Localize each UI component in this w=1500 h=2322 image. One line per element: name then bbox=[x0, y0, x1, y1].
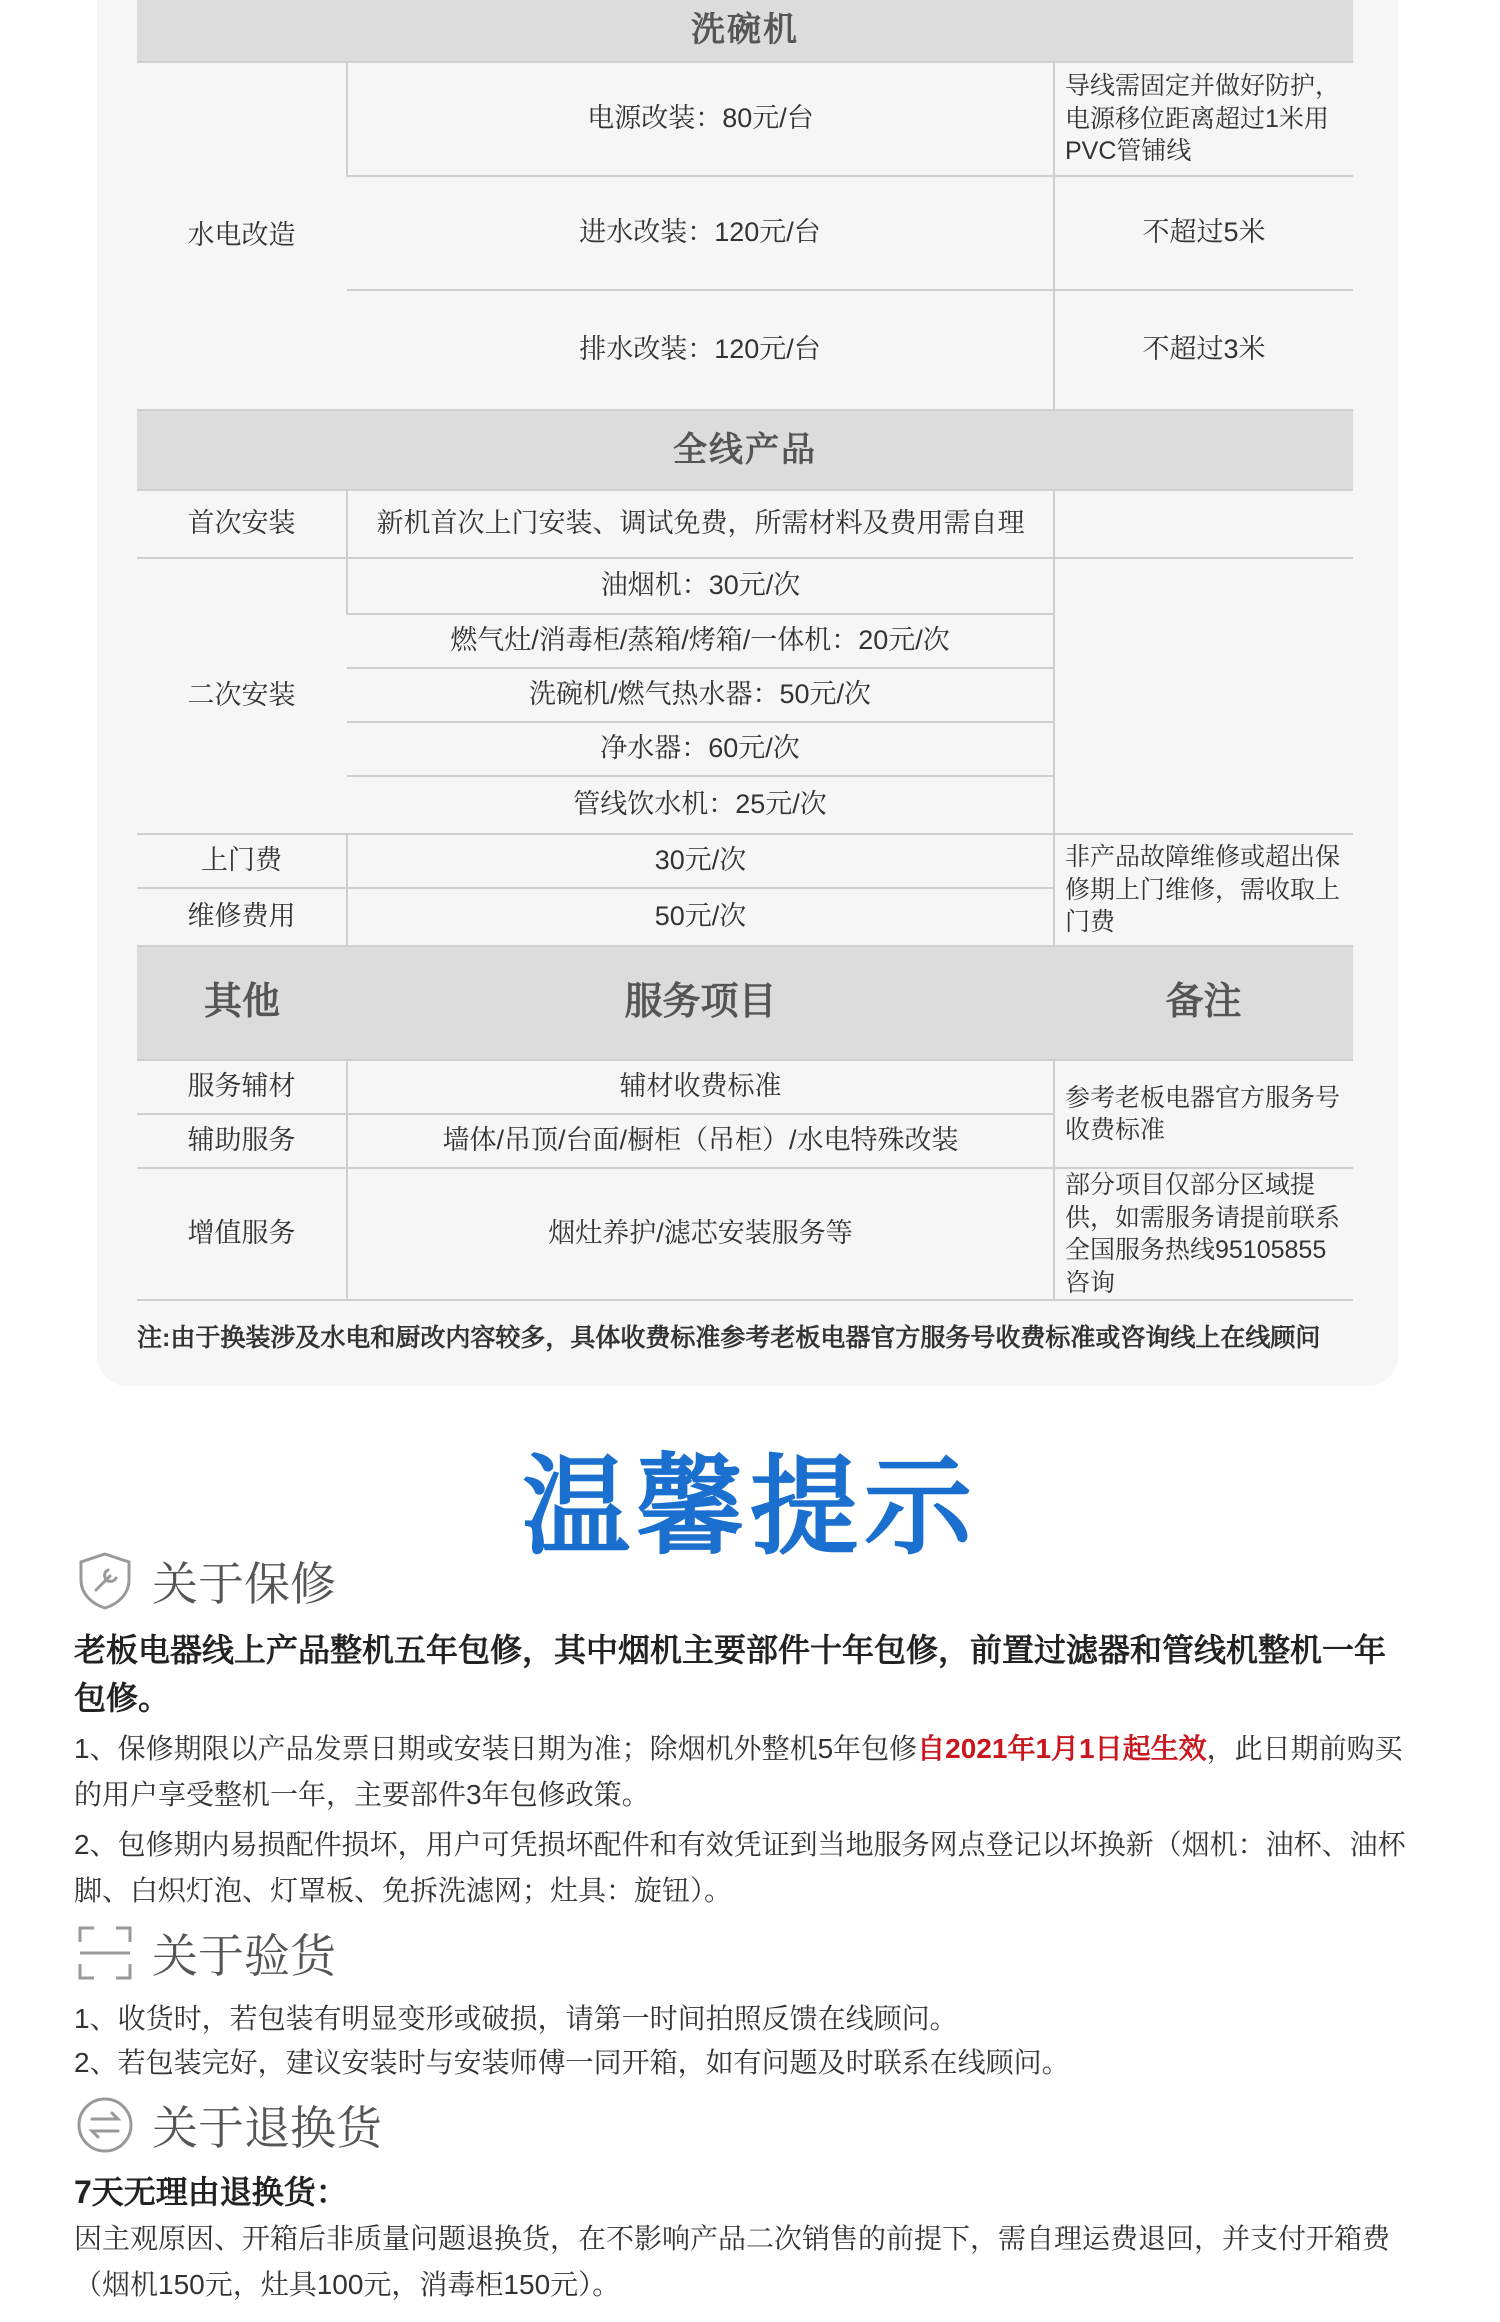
warranty-p1-a: 1、保修期限以产品发票日期或安装日期为准；除烟机外整机5年包修 bbox=[74, 1733, 918, 1764]
inspection-heading-text: 关于验货 bbox=[152, 1930, 336, 1982]
water-elec-note: 不超过3米 bbox=[1054, 290, 1353, 410]
warranty-p1-b: ，此日期前购买的用户享受整机一年，主要部件3年包修政策。 bbox=[74, 1733, 1403, 1810]
tips-title: 温馨提示 bbox=[521, 1446, 978, 1567]
warranty-heading-text: 关于保修 bbox=[152, 1558, 336, 1610]
inspection-p1: 1、收货时，若包装有明显变形或破损，请第一时间拍照反馈在线顾问。 bbox=[74, 2003, 958, 2034]
returns-heading-text: 关于退换货 bbox=[152, 2102, 382, 2154]
warranty-p1-effective: 自2021年1月1日起生效 bbox=[917, 1733, 1207, 1764]
second-install-note bbox=[1054, 558, 1353, 834]
returns-p1: 因主观原因、开箱后非质量问题退换货，在不影响产品二次销售的前提下，需自理运费退回，并支付开箱费（烟机150元，灶具100元，消毒柜150元）。 bbox=[74, 2223, 1391, 2300]
warranty-p2: 2、包修期内易损配件损坏，用户可凭损坏配件和有效凭证到当地服务网点登记以坏换新（烟机：油杯、油杯脚、白炽灯泡、灯罩板、免拆洗滤网；灶具：旋钮）。 bbox=[74, 1829, 1406, 1906]
water-elec-item: 进水改装：120元/台 bbox=[347, 176, 1054, 290]
repair-fee-item: 50元/次 bbox=[347, 888, 1054, 946]
first-install-item: 新机首次上门安装、调试免费，所需材料及费用需自理 bbox=[347, 490, 1054, 558]
visit-fee-item: 30元/次 bbox=[347, 834, 1054, 888]
second-install-item: 油烟机：30元/次 bbox=[347, 558, 1054, 614]
aux-service-label: 辅助服务 bbox=[137, 1114, 347, 1168]
warranty-lead: 老板电器线上产品整机五年包修，其中烟机主要部件十年包修，前置过滤器和管线机整机一年包修。 bbox=[74, 1632, 1387, 1716]
col-header-remark: 备注 bbox=[1054, 946, 1353, 1060]
value-added-note: 部分项目仅部分区域提供，如需服务请提前联系全国服务热线95105855咨询 bbox=[1054, 1168, 1353, 1300]
aux-service-item: 墙体/吊顶/台面/橱柜（吊柜）/水电特殊改装 bbox=[347, 1114, 1054, 1168]
inspection-p2: 2、若包装完好，建议安装时与安装师傅一同开箱，如有问题及时联系在线顾问。 bbox=[74, 2047, 1070, 2078]
second-install-item: 净水器：60元/次 bbox=[347, 722, 1054, 776]
water-elec-note: 导线需固定并做好防护，电源移位距离超过1米用PVC管铺线 bbox=[1054, 62, 1353, 176]
exchange-icon bbox=[74, 2094, 136, 2156]
second-install-label: 二次安装 bbox=[137, 558, 347, 834]
second-install-item: 洗碗机/燃气热水器：50元/次 bbox=[347, 668, 1054, 722]
visit-fee-label: 上门费 bbox=[137, 834, 347, 888]
value-added-label: 增值服务 bbox=[137, 1168, 347, 1300]
dishwasher-header: 洗碗机 bbox=[137, 0, 1353, 62]
visit-repair-note: 非产品故障维修或超出保修期上门维修，需收取上门费 bbox=[1054, 834, 1353, 946]
water-elec-item: 排水改装：120元/台 bbox=[347, 290, 1054, 410]
value-added-item: 烟灶养护/滤芯安装服务等 bbox=[347, 1168, 1054, 1300]
inspection-heading bbox=[74, 1920, 336, 1986]
materials-note: 参考老板电器官方服务号收费标准 bbox=[1054, 1060, 1353, 1168]
water-elec-label: 水电改造 bbox=[137, 62, 347, 410]
table-footnote: 注:由于换装涉及水电和厨改内容较多，具体收费标准参考老板电器官方服务号收费标准或咨询线上在线顾问 bbox=[137, 1324, 1321, 1352]
second-install-item: 管线饮水机：25元/次 bbox=[347, 776, 1054, 834]
col-header-service: 服务项目 bbox=[347, 946, 1054, 1060]
col-header-other: 其他 bbox=[137, 946, 347, 1060]
warranty-heading bbox=[74, 1548, 336, 1614]
materials-item: 辅材收费标准 bbox=[347, 1060, 1054, 1114]
water-elec-item: 电源改装：80元/台 bbox=[347, 62, 1054, 176]
warranty-p1 bbox=[74, 1726, 1414, 1818]
all-products-header: 全线产品 bbox=[137, 410, 1353, 490]
water-elec-note: 不超过5米 bbox=[1054, 176, 1353, 290]
returns-heading bbox=[74, 2092, 382, 2158]
returns-lead: 7天无理由退换货： bbox=[74, 2174, 348, 2210]
repair-fee-label: 维修费用 bbox=[137, 888, 347, 946]
scan-frame-icon bbox=[74, 1922, 136, 1984]
materials-label: 服务辅材 bbox=[137, 1060, 347, 1114]
second-install-item: 燃气灶/消毒柜/蒸箱/烤箱/一体机：20元/次 bbox=[347, 614, 1054, 668]
fee-table bbox=[137, 0, 1353, 1301]
first-install-note bbox=[1054, 490, 1353, 558]
wrench-shield-icon bbox=[74, 1550, 136, 1612]
first-install-label: 首次安装 bbox=[137, 490, 347, 558]
